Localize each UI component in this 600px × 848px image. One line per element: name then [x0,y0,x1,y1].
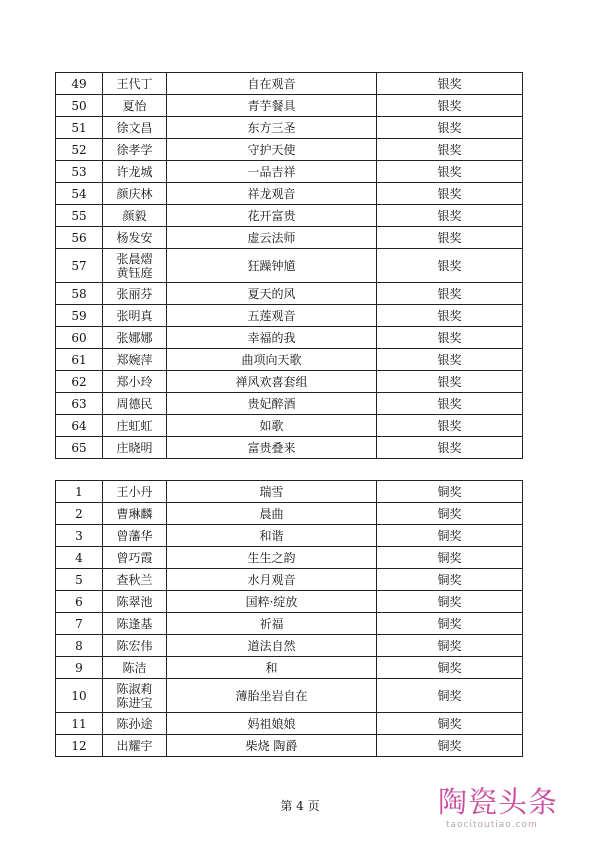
author-name: 出耀宇 [116,738,153,753]
table-row [56,117,523,139]
author-name: 陈翠池 [116,594,153,609]
row-number: 7 [56,613,103,635]
work-title: 晨曲 [167,503,377,525]
author-name: 王小丹 [116,484,153,499]
author-name: 徐孝学 [116,142,153,157]
table-row [56,679,523,713]
author-names [103,393,167,415]
row-number: 53 [56,161,103,183]
author-names [103,349,167,371]
table-row [56,525,523,547]
author-names [103,227,167,249]
table-row [56,591,523,613]
row-number: 57 [56,249,103,283]
author-names [103,657,167,679]
author-names [103,327,167,349]
table-row [56,327,523,349]
row-number: 56 [56,227,103,249]
table-row [56,393,523,415]
author-names [103,95,167,117]
table-row [56,95,523,117]
table-row [56,349,523,371]
author-name: 陈进宝 [116,695,153,710]
author-name: 查秋兰 [116,572,153,587]
author-name: 陈逢基 [116,616,153,631]
table-row [56,249,523,283]
author-names [103,547,167,569]
silver-award-table [55,72,523,459]
table-row [56,73,523,95]
award-level: 铜奖 [377,591,523,613]
award-level: 银奖 [377,139,523,161]
work-title: 曲项向天歌 [167,349,377,371]
author-name: 杨发安 [116,230,153,245]
author-names [103,249,167,283]
row-number: 1 [56,481,103,503]
author-names [103,117,167,139]
row-number: 12 [56,735,103,757]
author-name: 许龙城 [116,164,153,179]
table-row [56,437,523,459]
row-number: 5 [56,569,103,591]
row-number: 64 [56,415,103,437]
award-level: 银奖 [377,393,523,415]
award-level: 铜奖 [377,503,523,525]
award-level: 铜奖 [377,679,523,713]
author-name: 张丽芬 [116,286,153,301]
author-names [103,283,167,305]
row-number: 50 [56,95,103,117]
row-number: 61 [56,349,103,371]
row-number: 63 [56,393,103,415]
row-number: 9 [56,657,103,679]
row-number: 52 [56,139,103,161]
author-name: 黄钰庭 [116,265,153,280]
author-name: 王代丁 [116,76,153,91]
award-level: 银奖 [377,305,523,327]
table-row [56,205,523,227]
table-row [56,371,523,393]
author-name: 颜庆林 [116,186,153,201]
table-row [56,635,523,657]
award-level: 银奖 [377,227,523,249]
row-number: 65 [56,437,103,459]
author-name: 张明真 [116,308,153,323]
table-row [56,613,523,635]
award-level: 铜奖 [377,569,523,591]
row-number: 49 [56,73,103,95]
work-title: 祥龙观音 [167,183,377,205]
work-title: 和 [167,657,377,679]
table-row [56,657,523,679]
award-level: 银奖 [377,249,523,283]
work-title: 虚云法师 [167,227,377,249]
work-title: 富贵叠来 [167,437,377,459]
table-row [56,283,523,305]
award-level: 银奖 [377,283,523,305]
page-number: 第 4 页 [280,799,320,813]
work-title: 水月观音 [167,569,377,591]
award-level: 铜奖 [377,547,523,569]
author-names [103,613,167,635]
author-name: 曹琳麟 [116,506,153,521]
watermark-logo-text: 陶瓷头条 [438,785,559,819]
table-row [56,183,523,205]
table-row [56,305,523,327]
author-names [103,481,167,503]
work-title: 薄胎坐岩自在 [167,679,377,713]
work-title: 柴烧 陶爵 [167,735,377,757]
row-number: 10 [56,679,103,713]
author-names [103,161,167,183]
bronze-award-table [55,480,523,757]
author-name: 张娜娜 [116,330,153,345]
work-title: 一品吉祥 [167,161,377,183]
row-number: 2 [56,503,103,525]
row-number: 58 [56,283,103,305]
author-name: 陈宏伟 [116,638,153,653]
work-title: 守护天使 [167,139,377,161]
author-names [103,679,167,713]
author-names [103,139,167,161]
author-names [103,371,167,393]
row-number: 59 [56,305,103,327]
author-names [103,525,167,547]
author-name: 夏怡 [122,98,147,113]
work-title: 妈祖娘娘 [167,713,377,735]
author-name: 庄晓明 [116,440,153,455]
work-title: 国粹·绽放 [167,591,377,613]
work-title: 东方三圣 [167,117,377,139]
author-name: 庄虹虹 [116,418,153,433]
author-names [103,205,167,227]
author-names [103,73,167,95]
work-title: 夏天的风 [167,283,377,305]
table-row [56,503,523,525]
table-row [56,161,523,183]
award-level: 铜奖 [377,613,523,635]
work-title: 花开富贵 [167,205,377,227]
award-level: 银奖 [377,117,523,139]
author-name: 张晨熠 [116,251,153,266]
author-names [103,713,167,735]
work-title: 生生之韵 [167,547,377,569]
author-names [103,635,167,657]
row-number: 51 [56,117,103,139]
award-level: 铜奖 [377,635,523,657]
table-row [56,481,523,503]
author-names [103,503,167,525]
author-name: 陈孙途 [116,716,153,731]
row-number: 62 [56,371,103,393]
row-number: 11 [56,713,103,735]
author-names [103,569,167,591]
author-name: 郑婉萍 [116,352,153,367]
author-name: 曾巧霞 [116,550,153,565]
row-number: 60 [56,327,103,349]
author-name: 曾藩华 [116,528,153,543]
work-title: 道法自然 [167,635,377,657]
row-number: 3 [56,525,103,547]
work-title: 禅风欢喜套组 [167,371,377,393]
award-level: 铜奖 [377,713,523,735]
work-title: 瑞雪 [167,481,377,503]
watermark-url: taocitoutiao.com [446,820,538,830]
row-number: 6 [56,591,103,613]
work-title: 五莲观音 [167,305,377,327]
work-title: 贵妃醉酒 [167,393,377,415]
table-row [56,415,523,437]
table-row [56,547,523,569]
row-number: 55 [56,205,103,227]
row-number: 54 [56,183,103,205]
work-title: 如歌 [167,415,377,437]
author-names [103,735,167,757]
award-level: 铜奖 [377,657,523,679]
award-level: 银奖 [377,95,523,117]
table-row [56,735,523,757]
work-title: 狂躁钟馗 [167,249,377,283]
author-name: 陈洁 [122,660,147,675]
award-level: 银奖 [377,415,523,437]
award-level: 铜奖 [377,481,523,503]
award-level: 银奖 [377,371,523,393]
table-row [56,139,523,161]
award-level: 铜奖 [377,735,523,757]
work-title: 青芋餐具 [167,95,377,117]
author-names [103,305,167,327]
table-row [56,227,523,249]
author-name: 徐文昌 [116,120,153,135]
author-name: 陈淑莉 [116,681,153,696]
watermark-logo [438,780,588,840]
author-name: 颜毅 [122,208,147,223]
author-names [103,437,167,459]
award-level: 银奖 [377,327,523,349]
author-name: 周德民 [116,396,153,411]
award-level: 银奖 [377,183,523,205]
award-level: 银奖 [377,205,523,227]
award-level: 银奖 [377,161,523,183]
award-level: 银奖 [377,437,523,459]
work-title: 幸福的我 [167,327,377,349]
work-title: 祈福 [167,613,377,635]
work-title: 和谐 [167,525,377,547]
work-title: 自在观音 [167,73,377,95]
award-level: 铜奖 [377,525,523,547]
row-number: 4 [56,547,103,569]
award-level: 银奖 [377,73,523,95]
author-names [103,183,167,205]
author-names [103,415,167,437]
table-row [56,569,523,591]
author-name: 郑小玲 [116,374,153,389]
row-number: 8 [56,635,103,657]
award-level: 银奖 [377,349,523,371]
author-names [103,591,167,613]
table-row [56,713,523,735]
